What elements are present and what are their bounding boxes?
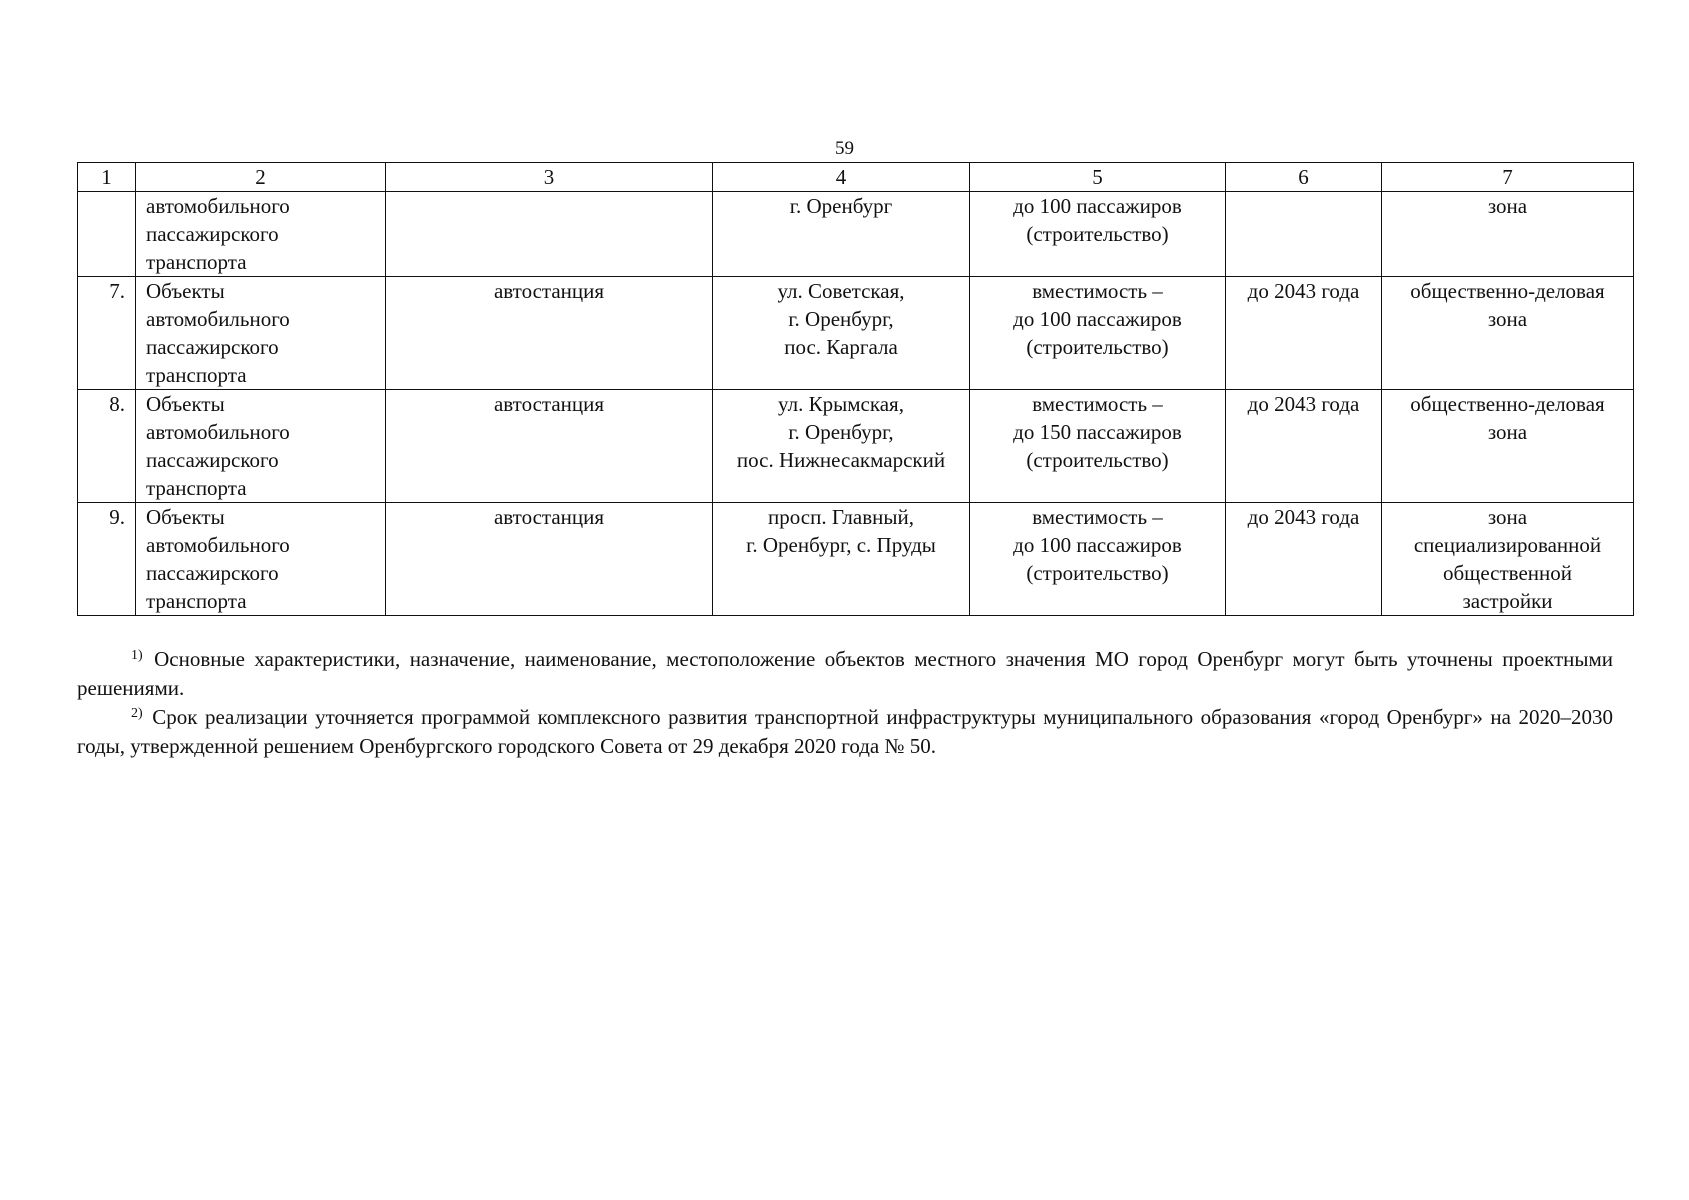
footnote-marker: 2)	[131, 706, 143, 721]
cell-term: до 2043 года	[1226, 503, 1382, 616]
cell-location: просп. Главный, г. Оренбург, с. Пруды	[713, 503, 970, 616]
cell-object-type: автостанция	[386, 390, 713, 503]
column-header: 6	[1226, 163, 1382, 192]
table-row	[78, 390, 1634, 503]
cell-location: ул. Советская, г. Оренбург, пос. Каргала	[713, 277, 970, 390]
cell-term: до 2043 года	[1226, 277, 1382, 390]
column-header: 7	[1382, 163, 1634, 192]
cell-term	[1226, 192, 1382, 277]
column-header: 1	[78, 163, 136, 192]
cell-number	[78, 192, 136, 277]
footnote-1	[77, 645, 1613, 703]
cell-object-type: автостанция	[386, 277, 713, 390]
cell-zone: общественно-деловая зона	[1382, 390, 1634, 503]
column-header: 2	[136, 163, 386, 192]
cell-object-name: Объекты автомобильного пассажирского транспорта	[136, 503, 386, 616]
cell-capacity: до 100 пассажиров (строительство)	[970, 192, 1226, 277]
cell-location: г. Оренбург	[713, 192, 970, 277]
page-number: 59	[835, 138, 854, 159]
table-row	[78, 192, 1634, 277]
footnote-text: Срок реализации уточняется программой комплексного развития транспортной инфраструктуры муниципального образования «город Оренбург» на 2020–2030 годы, утвержденной решением Оренбургского городского Совета от 29 декабря 2020 года № 50.	[77, 705, 1613, 758]
cell-number: 9.	[78, 503, 136, 616]
cell-zone: зона специализированной общественной застройки	[1382, 503, 1634, 616]
objects-table	[77, 162, 1634, 616]
column-header: 5	[970, 163, 1226, 192]
cell-number: 8.	[78, 390, 136, 503]
table-row	[78, 277, 1634, 390]
table-header-row	[78, 163, 1634, 192]
cell-object-name: Объекты автомобильного пассажирского транспорта	[136, 277, 386, 390]
cell-object-name: автомобильного пассажирского транспорта	[136, 192, 386, 277]
cell-location: ул. Крымская, г. Оренбург, пос. Нижнесакмарский	[713, 390, 970, 503]
cell-zone: зона	[1382, 192, 1634, 277]
cell-capacity: вместимость – до 150 пассажиров (строительство)	[970, 390, 1226, 503]
footnote-marker: 1)	[131, 648, 143, 663]
footnote-text: Основные характеристики, назначение, наименование, местоположение объектов местного значения МО город Оренбург могут быть уточнены проектными решениями.	[77, 647, 1614, 700]
cell-zone: общественно-деловая зона	[1382, 277, 1634, 390]
cell-object-type	[386, 192, 713, 277]
cell-number: 7.	[78, 277, 136, 390]
cell-capacity: вместимость – до 100 пассажиров (строительство)	[970, 277, 1226, 390]
cell-object-name: Объекты автомобильного пассажирского транспорта	[136, 390, 386, 503]
footnote-2	[77, 703, 1613, 761]
column-header: 3	[386, 163, 713, 192]
cell-object-type: автостанция	[386, 503, 713, 616]
column-header: 4	[713, 163, 970, 192]
table-row	[78, 503, 1634, 616]
footnotes	[77, 645, 1613, 761]
cell-capacity: вместимость – до 100 пассажиров (строительство)	[970, 503, 1226, 616]
cell-term: до 2043 года	[1226, 390, 1382, 503]
